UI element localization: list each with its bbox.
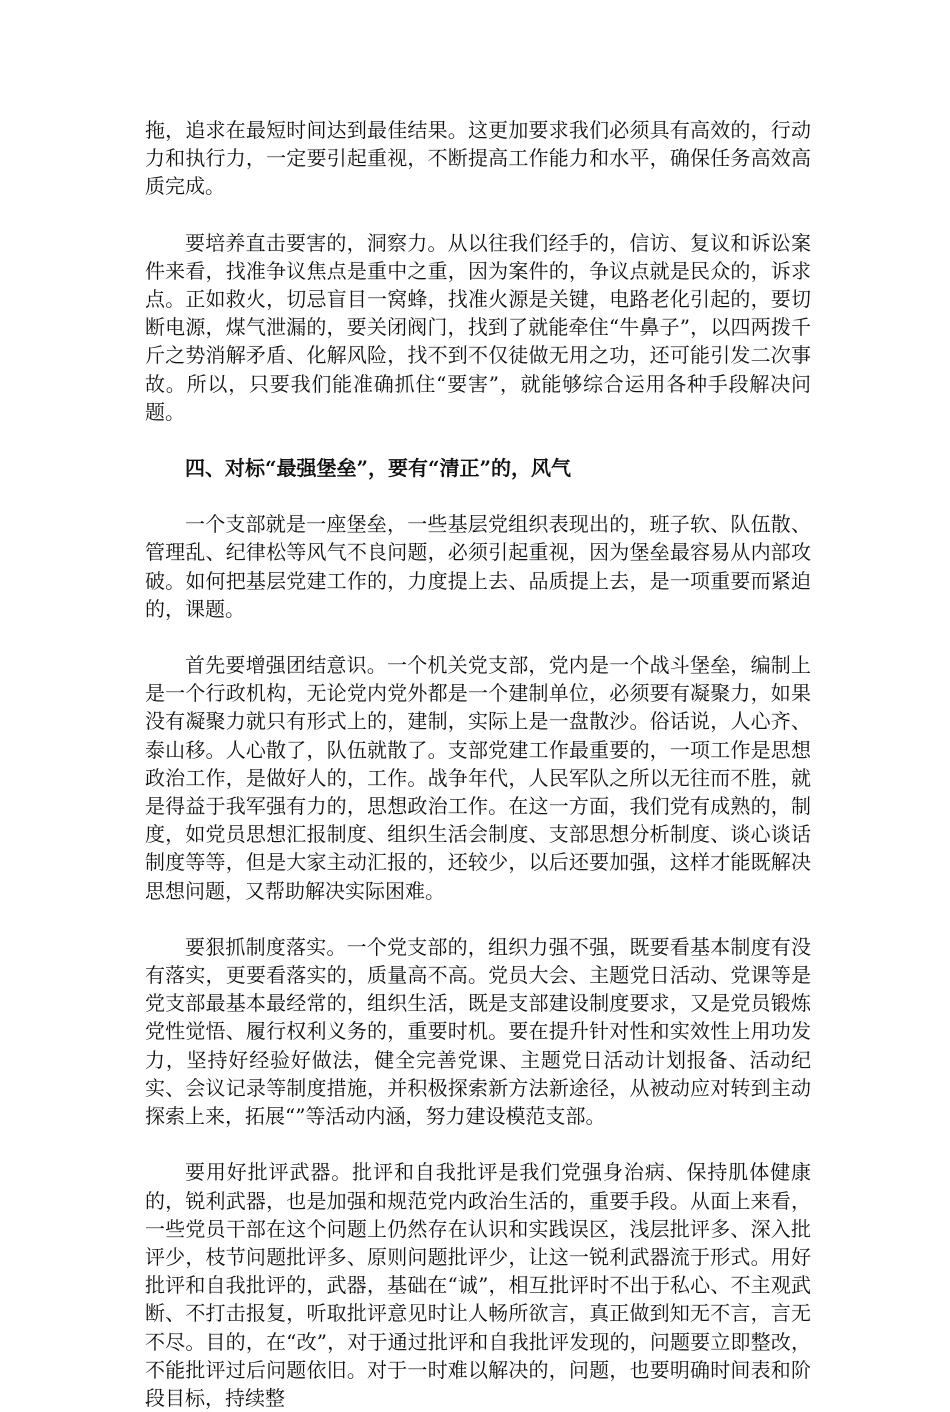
paragraph-gap [145,482,811,510]
paragraph-unity: 首先要增强团结意识。一个机关党支部，党内是一个战斗堡垒，编制上是一个行政机构，无论党内党外都是一个建制单位，必须要有凝聚力，如果没有凝聚力就只有形式上的，建制，实际上是一盘散沙。俗话说，人心齐、泰山移。人心散了，队伍就散了。支部党建工作最重要的，一项工作是思想政治工作，是做好人的，工作。战争年代，人民军队之所以无往而不胜，就是得益于我军强有力的，思想政治工作。在这一方面，我们党有成熟的，制度，如党员思想汇报制度、组织生活会制度、支部思想分析制度、谈心谈话制度等等，但是大家主动汇报的，还较少，以后还要加强，这样才能既解决思想问题，又帮助解决实际困难。 [145,653,811,903]
paragraph-gap [145,905,811,933]
paragraph-fortress: 一个支部就是一座堡垒，一些基层党组织表现出的，班子软、队伍散、管理乱、纪律松等风气不良问题，必须引起重视，因为堡垒最容易从内部攻破。如何把基层党建工作的，力度提上去、品质提上去，是一项重要而紧迫的，课题。 [145,512,811,621]
paragraph-gap [145,1130,811,1158]
paragraph-criticism: 要用好批评武器。批评和自我批评是我们党强身治病、保持肌体健康的，锐利武器，也是加强和规范党内政治生活的，重要手段。从面上来看，一些党员干部在这个问题上仍然存在认识和实践误区，浅层批评多、深入批评少，枝节问题批评多、原则问题批评少，让这一锐利武器流于形式。用好批评和自我批评的，武器，基础在“诚”，相互批评时不出于私心、不主观武断、不打击报复，听取批评意见时让人畅所欲言，真正做到知无不言，言无不尽。目的，在“改”，对于通过批评和自我批评发现的，问题要立即整改，不能批评过后问题依旧。对于一时难以解决的，问题，也要明确时间表和阶段目标，持续整 [145,1160,811,1410]
paragraph-insight: 要培养直击要害的，洞察力。从以往我们经手的，信访、复议和诉讼案件来看，找准争议焦点是重中之重，因为案件的，争议点就是民众的，诉求点。正如救火，切忌盲目一窝蜂，找准火源是关键，电路老化引起的，要切断电源，煤气泄漏的，要关闭阀门，找到了就能牵住“牛鼻子”，以四两拨千斤之势消解矛盾、化解风险，找不到不仅徒做无用之功，还可能引发二次事故。所以，只要我们能准确抓住“要害”，就能够综合运用各种手段解决问题。 [145,230,811,424]
document-page [145,116,811,1412]
paragraph-gap [145,623,811,651]
paragraph-gap [145,201,811,229]
paragraph-gap [145,426,811,454]
paragraph-system: 要狠抓制度落实。一个党支部的，组织力强不强，既要看基本制度有没有落实，更要看落实的，质量高不高。党员大会、主题党日活动、党课等是党支部最基本最经常的，组织生活，既是支部建设制度要求，又是党员锻炼党性觉悟、履行权利义务的，重要时机。要在提升针对性和实效性上用功发力，坚持好经验好做法，健全完善党课、主题党日活动计划报备、活动纪实、会议记录等制度措施，并积极探索新方法新途径，从被动应对转到主动探索上来，拓展“”等活动内涵，努力建设模范支部。 [145,934,811,1129]
section-heading: 四、对标“最强堡垒”，要有“清正”的，风气 [185,456,572,481]
paragraph-continuation: 拖，追求在最短时间达到最佳结果。这更加要求我们必须具有高效的，行动力和执行力，一定要引起重视，不断提高工作能力和水平，确保任务高效高质完成。 [145,118,811,199]
